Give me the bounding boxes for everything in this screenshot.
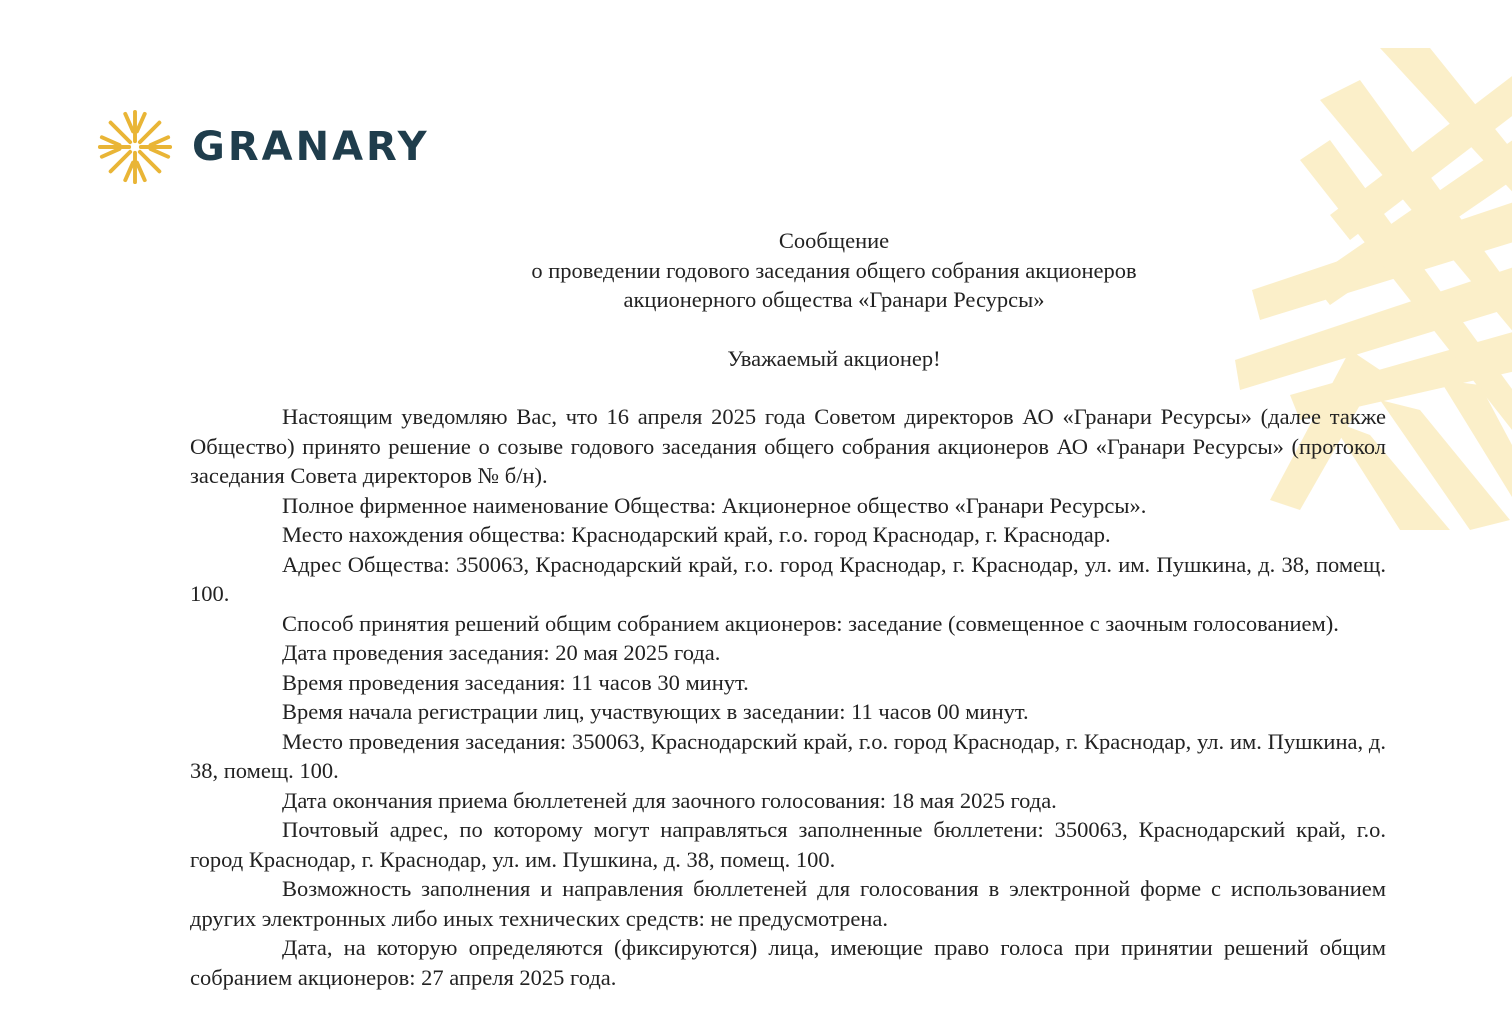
paragraph: Место проведения заседания: 350063, Краснодарский край, г.о. город Краснодар, г. Краснодар, ул. им. Пушкина, д. 38, помещ. 100. [190, 728, 1386, 783]
wheat-sunburst-icon [96, 108, 174, 186]
greeting: Уважаемый акционер! [727, 345, 941, 371]
paragraph: Дата проведения заседания: 20 мая 2025 года. [282, 640, 721, 665]
paragraph: Способ принятия решений общим собранием акционеров: заседание (совмещенное с заочным голосованием). [282, 610, 1339, 636]
paragraph: Дата окончания приема бюллетеней для заочного голосования: 18 мая 2025 года. [282, 787, 1057, 813]
paragraph: Адрес Общества: 350063, Краснодарский край, г.о. город Краснодар, г. Краснодар, ул. им. Пушкина, д. 38, помещ. 100. [190, 551, 1386, 606]
document-title-line: Сообщение [778, 228, 890, 253]
paragraph: Полное фирменное наименование Общества: Акционерное общество «Гранари Ресурсы». [282, 492, 1147, 518]
paragraph: Время начала регистрации лиц, участвующих в заседании: 11 часов 00 минут. [282, 699, 1029, 724]
document-content [190, 226, 1386, 992]
paragraph: Возможность заполнения и направления бюллетеней для голосования в электронной форме с использованием других электронных либо иных технических средств: не предусмотрена. [190, 876, 1386, 931]
logo-wordmark: GRANARY [192, 124, 430, 170]
company-logo [96, 108, 430, 186]
paragraph: Почтовый адрес, по которому могут направляться заполненные бюллетени: 350063, Краснодарский край, г.о. город Краснодар, г. Краснодар, ул. им. Пушкина, д. 38, помещ. 100. [190, 817, 1386, 872]
document-title-line: акционерного общества «Гранари Ресурсы» [623, 287, 1045, 312]
paragraph: Место нахождения общества: Краснодарский край, г.о. город Краснодар, г. Краснодар. [282, 522, 1111, 547]
document-title-line: о проведении годового заседания общего собрания акционеров [531, 257, 1137, 283]
paragraph: Дата, на которую определяются (фиксируются) лица, имеющие право голоса при принятии решений общим собранием акционеров: 27 апреля 2025 года. [190, 935, 1386, 990]
paragraph: Время проведения заседания: 11 часов 30 минут. [282, 669, 749, 695]
paragraph: Настоящим уведомляю Вас, что 16 апреля 2025 года Советом директоров АО «Гранари Ресурсы» (далее также Общество) принято решение о созыве годового заседания общего собрания акционеров АО «Гранари Ресурсы» (протокол заседания Совета директоров № б/н). [190, 404, 1386, 488]
